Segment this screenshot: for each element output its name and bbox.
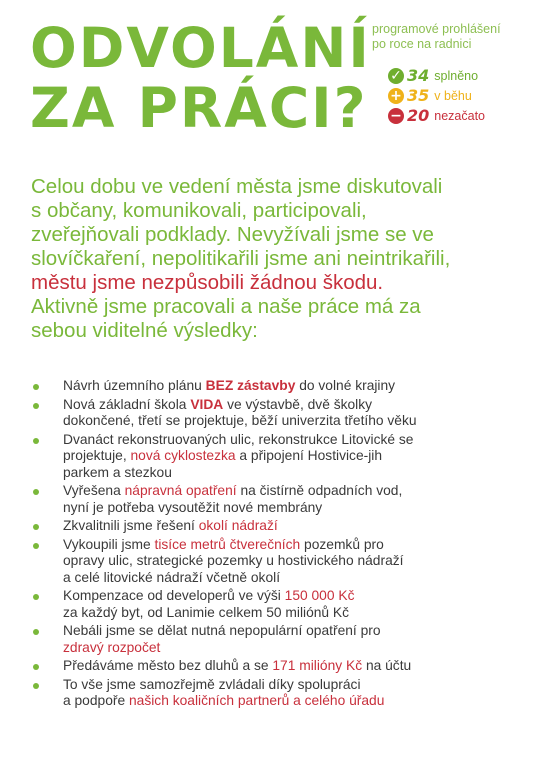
intro-line: sebou viditelné výsledky: [31, 319, 258, 342]
highlight-text: tisíce metrů čtverečních [154, 536, 301, 552]
list-item [33, 378, 533, 395]
highlight-text: 150 000 Kč [284, 588, 355, 603]
text: Kompenzace od developerů ve výši [63, 588, 285, 603]
list-item-line: nyní je potřeba vysoutěžit nové membrány [63, 499, 323, 515]
check-icon: ✓ [388, 68, 404, 84]
highlight-text: VIDA [190, 396, 224, 412]
text: pozemků pro [300, 536, 384, 552]
highlight-text: nová cyklostezka [130, 448, 236, 463]
list-item-line [63, 588, 533, 605]
list-item-line: opravy ulic, strategické pozemky u hostivického nádraží [63, 553, 404, 568]
list-item-line: Nebáli jsme se dělat nutná nepopulární opatření pro [63, 623, 381, 638]
page-title [30, 16, 371, 140]
text: Nová základní škola [63, 396, 191, 412]
text: Vyřešena [63, 483, 125, 498]
list-item-line [63, 397, 533, 414]
highlight-text: našich koaličních partnerů a celého úřadu [128, 693, 385, 708]
title-line-1: ODVOLÁNÍ [30, 16, 371, 80]
list-item-line [63, 483, 533, 500]
bullet-dot-icon [33, 438, 39, 444]
text: projektuje, [63, 448, 131, 463]
list-item-line [63, 537, 533, 554]
minus-icon: − [388, 108, 404, 124]
text: a připojení Hostivice-jih [235, 448, 383, 463]
status-summary [388, 66, 543, 126]
list-item-line: Dvanáct rekonstruovaných ulic, rekonstrukce Litovické se [63, 431, 414, 447]
text: Vykoupili jsme [63, 536, 155, 552]
list-item [33, 677, 533, 710]
bullet-dot-icon [33, 664, 39, 670]
text: Předáváme město bez dluhů a se [63, 658, 273, 673]
bullet-dot-icon [33, 594, 39, 600]
list-item [33, 483, 533, 516]
list-item-line: To vše jsme samozřejmě zvládali díky spolupráci [63, 676, 361, 692]
list-item-line: a celé litovické nádraží včetně okolí [63, 569, 281, 585]
bullet-dot-icon [33, 543, 39, 549]
list-item-line [63, 518, 533, 535]
stat-in-progress-label: v běhu [434, 88, 472, 103]
intro-line: slovíčkaření, nepolitikařili jsme ani neintrikařili, [31, 247, 451, 270]
intro-line: Aktivně jsme pracovali a naše práce má za [31, 295, 421, 318]
list-item [33, 623, 533, 656]
stat-not-started-label: nezačato [434, 108, 485, 123]
list-item-line: dokončené, třetí se projektuje, běží univerzita třetího věku [63, 413, 417, 428]
list-item [33, 397, 533, 430]
subtitle [372, 22, 542, 52]
stat-completed-number: 34 [407, 66, 430, 85]
intro-paragraph [31, 175, 531, 343]
plus-icon: + [388, 88, 404, 104]
stat-not-started-number: 20 [407, 106, 430, 125]
list-item-line [63, 693, 533, 710]
list-item-line-highlight: zdravý rozpočet [63, 639, 161, 655]
achievements-list [33, 378, 533, 712]
intro-line-highlight: městu jsme nezpůsobili žádnou škodu. [31, 271, 384, 294]
text: a podpoře [63, 693, 129, 708]
stat-not-started [388, 106, 543, 125]
text: do volné krajiny [295, 378, 396, 393]
list-item-line [63, 448, 533, 465]
stat-in-progress [388, 86, 543, 105]
highlight-text: BEZ zástavby [205, 378, 296, 393]
text: na čistírně odpadních vod, [236, 483, 403, 498]
list-item [33, 658, 533, 675]
subtitle-line-1: programové prohlášení [372, 22, 501, 36]
bullet-dot-icon [33, 524, 39, 530]
list-item-line: parkem a stezkou [63, 464, 172, 480]
list-item-line [63, 658, 533, 675]
highlight-text: 171 milióny Kč [272, 658, 363, 673]
intro-line: zveřejňovali podklady. Nevyžívali jsme se ve [31, 223, 434, 246]
list-item [33, 537, 533, 587]
list-item-line: za každý byt, od Lanimie celkem 50 miliónů Kč [63, 604, 350, 620]
stat-completed-label: splněno [434, 68, 479, 83]
text: na účtu [362, 658, 412, 673]
bullet-dot-icon [33, 403, 39, 409]
highlight-text: nápravná opatření [124, 483, 237, 498]
list-item [33, 432, 533, 482]
list-item [33, 518, 533, 535]
highlight-text: okolí nádraží [198, 518, 278, 533]
bullet-dot-icon [33, 683, 39, 689]
intro-line: Celou dobu ve vedení města jsme diskutovali [31, 175, 443, 198]
title-line-2: ZA PRÁCI? [30, 76, 368, 140]
subtitle-line-2: po roce na radnici [372, 37, 472, 51]
text: ve výstavbě, dvě školky [223, 396, 373, 412]
text: Zkvalitnili jsme řešení [63, 518, 199, 533]
bullet-dot-icon [33, 384, 39, 390]
bullet-dot-icon [33, 629, 39, 635]
list-item [33, 588, 533, 621]
text: Návrh územního plánu [63, 378, 206, 393]
stat-in-progress-number: 35 [407, 86, 430, 105]
list-item-line [63, 378, 533, 395]
stat-completed [388, 66, 543, 85]
intro-line: s občany, komunikovali, participovali, [31, 199, 367, 222]
bullet-dot-icon [33, 489, 39, 495]
